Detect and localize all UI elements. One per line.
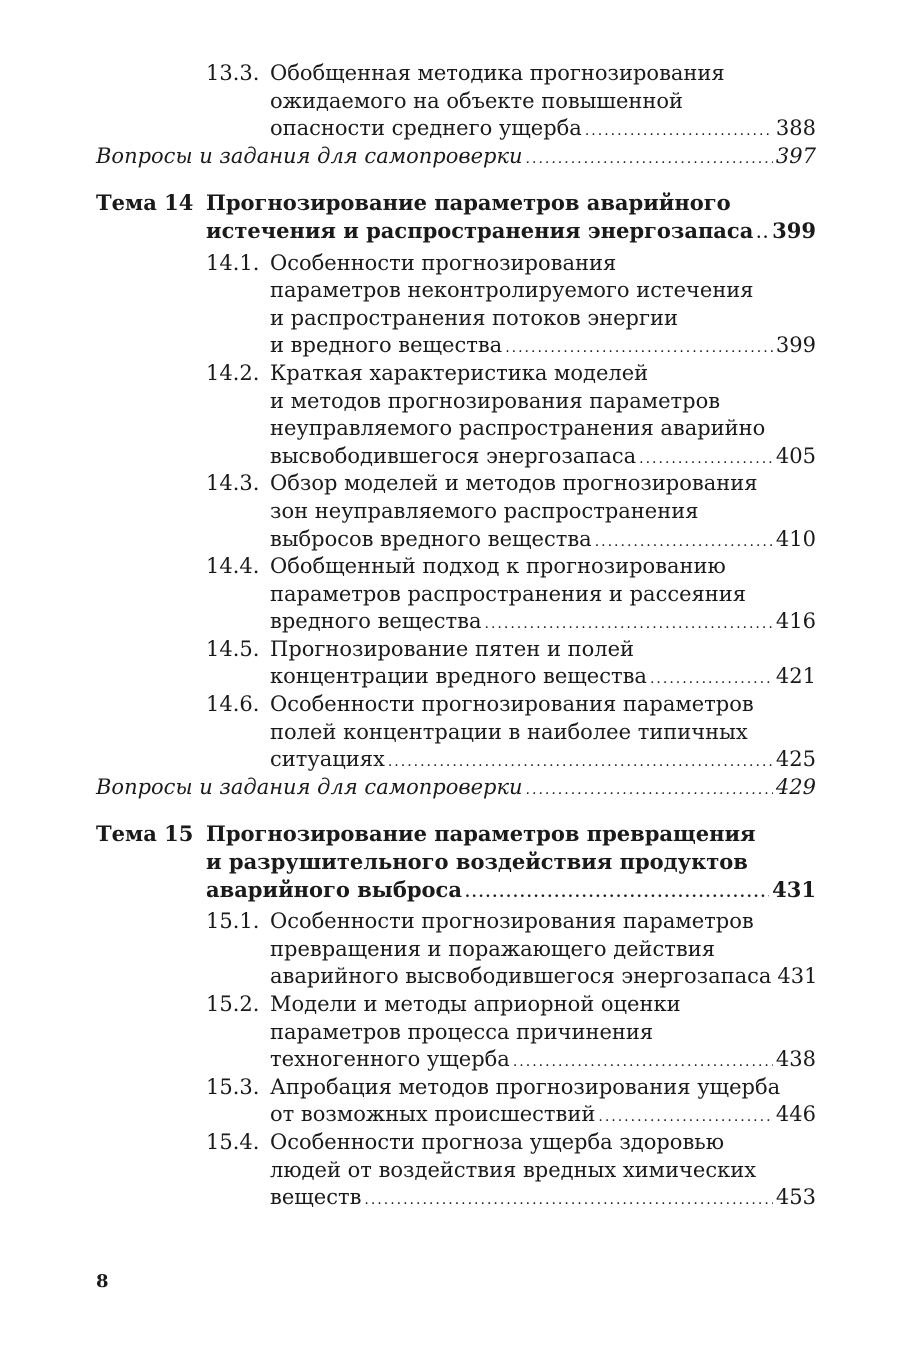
entry-number: 14.5. (206, 636, 260, 661)
entry-number: 14.2. (206, 360, 260, 385)
entry-number: 14.3. (206, 471, 260, 496)
toc-topic-14[interactable] (96, 189, 816, 244)
page-number: 410 (775, 526, 816, 551)
entry-title-line: концентрации вредного вещества (270, 664, 647, 689)
dot-leader (465, 886, 769, 900)
dot-leader (513, 1055, 773, 1069)
entry-title-line: вредного вещества (270, 609, 482, 634)
page-number: 397 (775, 143, 816, 168)
dot-leader (756, 227, 769, 241)
page-number: 431 (772, 876, 816, 902)
toc-entry-15-4[interactable] (96, 1129, 816, 1212)
topic-title-line: истечения и распространения энергозапаса (206, 217, 754, 243)
page-number: 438 (775, 1047, 816, 1072)
entry-title-line: Особенности прогнозирования параметров (270, 909, 754, 934)
toc-entry-14-4[interactable] (96, 553, 816, 636)
page-number: 399 (772, 217, 816, 243)
dot-leader (598, 1110, 773, 1124)
entry-title-line: Обобщенная методика прогнозирования (270, 61, 725, 85)
entry-number: 15.2. (206, 992, 260, 1016)
dot-leader (585, 124, 773, 138)
entry-number: 14.1. (206, 250, 260, 275)
entry-title-line: полей концентрации в наиболее типичных (270, 719, 748, 744)
entry-title-line: опасности среднего ущерба (270, 116, 582, 141)
entry-title-line: Обзор моделей и методов прогнозирования (270, 471, 758, 496)
toc-entry-15-1[interactable] (96, 908, 816, 991)
entry-title-line: Апробация методов прогнозирования ущерба (270, 1074, 781, 1099)
questions-label: Вопросы и задания для самопроверки (96, 143, 523, 168)
dot-leader (639, 452, 773, 466)
toc-entry-14-2[interactable] (96, 360, 816, 470)
entry-number: 15.4. (206, 1129, 260, 1154)
entry-title-line: аварийного высвободившегося энергозапаса (270, 964, 772, 989)
page-number: 405 (775, 443, 816, 468)
page-number: 429 (775, 774, 816, 799)
toc-questions-14[interactable] (96, 774, 816, 802)
page-folio: 8 (96, 1271, 109, 1292)
dot-leader (388, 755, 773, 769)
toc-entry-14-1[interactable] (96, 250, 816, 360)
topic-title-line: и разрушительного воздействия продуктов (206, 849, 748, 875)
toc-entry-14-3[interactable] (96, 470, 816, 553)
entry-title-line: параметров процесса причинения (270, 1019, 654, 1044)
entry-title-line: параметров распространения и рассеяния (270, 581, 747, 606)
entry-title-line: превращения и поражающего действия (270, 936, 715, 961)
page-number: 453 (775, 1185, 816, 1210)
entry-title-line: веществ (270, 1185, 362, 1210)
dot-leader (505, 341, 773, 355)
entry-title-line: зон неуправляемого распространения (270, 498, 699, 523)
page-number: 388 (775, 116, 816, 141)
toc-questions-13[interactable] (96, 143, 816, 171)
entry-title-line: Особенности прогнозирования (270, 250, 617, 275)
entry-number: 14.6. (206, 692, 260, 717)
questions-label: Вопросы и задания для самопроверки (96, 774, 523, 799)
dot-leader (526, 152, 773, 166)
toc-entry-13-3[interactable] (96, 60, 816, 143)
toc-entry-15-2[interactable] (96, 991, 816, 1074)
entry-title-line: техногенного ущерба (270, 1047, 510, 1072)
page-number: 446 (775, 1102, 816, 1127)
entry-title-line: людей от воздействия вредных химических (270, 1157, 757, 1182)
topic-title-line: Прогнозирование параметров превращения (206, 821, 756, 847)
entry-title-line: Обобщенный подход к прогнозированию (270, 554, 726, 579)
page-number: 425 (775, 747, 816, 772)
dot-leader (485, 617, 773, 631)
page-number: 431 (777, 964, 818, 989)
page-number: 399 (775, 333, 816, 358)
entry-title-line: выбросов вредного вещества (270, 526, 592, 551)
entry-title-line: Особенности прогнозирования параметров (270, 692, 754, 717)
topic-title-line: Прогнозирование параметров аварийного (206, 190, 731, 216)
entry-title-line: и вредного вещества (270, 333, 503, 358)
toc-entry-14-6[interactable] (96, 691, 816, 774)
topic-title-line: аварийного выброса (206, 876, 462, 902)
entry-title-line: Краткая характеристика моделей (270, 360, 649, 385)
entry-title-line: Модели и методы априорной оценки (270, 992, 681, 1016)
toc-topic-15[interactable] (96, 820, 816, 903)
entry-title-line: Прогнозирование пятен и полей (270, 636, 635, 661)
entry-number: 15.3. (206, 1074, 260, 1099)
entry-title-line: и методов прогнозирования параметров (270, 388, 721, 413)
page-number: 416 (775, 609, 816, 634)
entry-title-line: высвободившегося энергозапаса (270, 443, 637, 468)
topic-label: Тема 15 (96, 821, 194, 847)
topic-label: Тема 14 (96, 190, 194, 216)
page-number: 421 (775, 664, 816, 689)
dot-leader (595, 535, 773, 549)
entry-number: 13.3. (206, 61, 260, 85)
entry-title-line: Особенности прогноза ущерба здоровью (270, 1129, 724, 1154)
entry-title-line: неуправляемого распространения аварийно (270, 416, 766, 441)
entry-title-line: ожидаемого на объекте повышенной (270, 88, 684, 113)
entry-title-line: и распространения потоков энергии (270, 305, 678, 330)
entry-number: 14.4. (206, 554, 260, 579)
entry-title-line: от возможных происшествий (270, 1102, 596, 1127)
dot-leader (526, 783, 773, 797)
entry-title-line: ситуациях (270, 747, 385, 772)
toc-entry-14-5[interactable] (96, 636, 816, 691)
entry-title-line: параметров неконтролируемого истечения (270, 278, 754, 303)
dot-leader (650, 672, 773, 686)
entry-number: 15.1. (206, 909, 260, 934)
table-of-contents (96, 60, 816, 1212)
dot-leader (364, 1193, 773, 1207)
toc-entry-15-3[interactable] (96, 1074, 816, 1129)
